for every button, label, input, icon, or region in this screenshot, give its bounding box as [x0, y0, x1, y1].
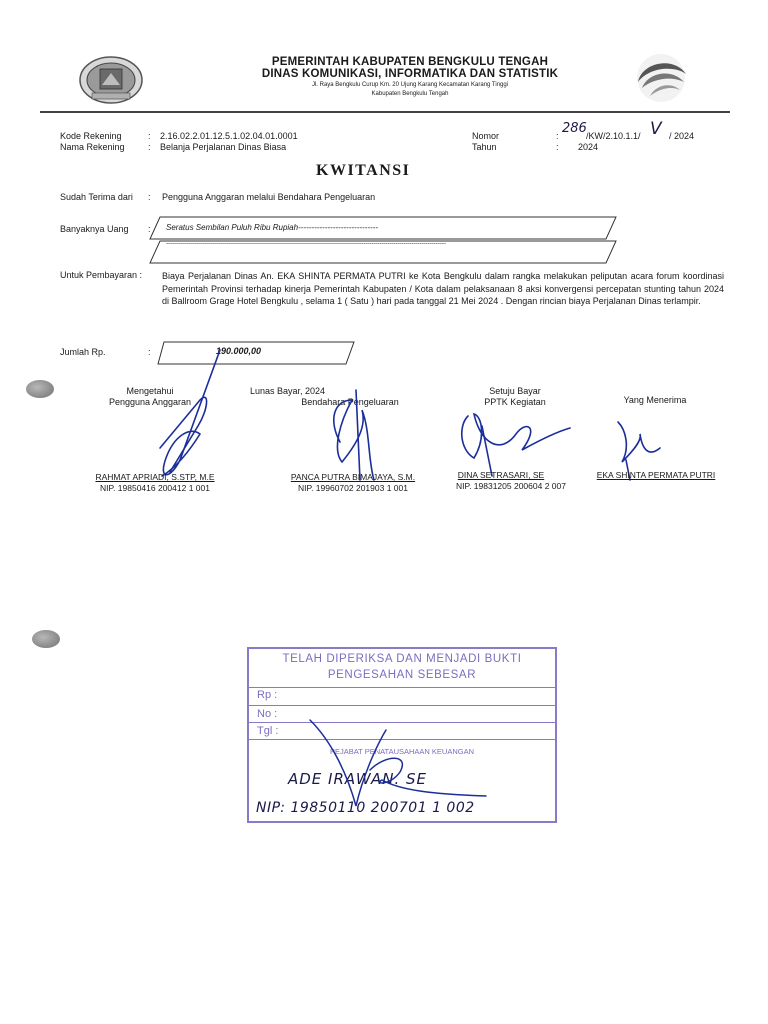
nomor-label: Nomor [472, 131, 500, 141]
stamp-officer-title: PEJABAT PENATAUSAHAAN KEUANGAN [329, 747, 475, 756]
sig3-nip: NIP. 19831205 200604 2 007 [456, 481, 566, 491]
kode-colon: : [148, 131, 151, 141]
stamp-signature [290, 710, 500, 820]
terima-value: Pengguna Anggaran melalui Bendahara Pengeluaran [162, 192, 376, 202]
payment-description: Biaya Perjalanan Dinas An. EKA SHINTA PERMATA PUTRI ke Kota Bengkulu dalam rangka melakukan peliputan acara forum koordinasi Pemerintah Provinsi terhadap kinerja Pemerintah Kabupaten / Kota dalam pelaksanaan 8 aksi konvergensi percepatan stunting tahun 2024 di Ballroom Grage Hotel Bengkulu , selama 1 ( Satu ) hari pada tanggal 21 Mei 2024 . Dengan rincian biaya Perjalanan Dinas terlampir. [162, 271, 724, 306]
nomor-code: /KW/2.10.1.1/ [586, 131, 641, 141]
tahun-value: 2024 [578, 142, 599, 152]
sig2-caption2: Bendahara Pengeluaran [301, 397, 399, 407]
sig4-name: EKA SHINTA PERMATA PUTRI [596, 470, 716, 480]
sig1-name: RAHMAT APRIADI, S.STP, M.E [95, 472, 215, 482]
stamp-rp-label: Rp : [257, 689, 278, 701]
stamp-no-label: No : [257, 708, 278, 720]
document-title: KWITANSI [316, 162, 411, 179]
nama-colon: : [148, 142, 151, 152]
amount-value: 190.000,00 [216, 346, 262, 356]
stamp-handwritten-name: ADE IRAWAN. SE [288, 770, 428, 788]
kominfo-logo [628, 52, 694, 104]
jumlah-colon: : [148, 347, 151, 357]
nama-rekening-label: Nama Rekening [60, 142, 125, 152]
sig1-caption1: Mengetahui [126, 386, 174, 396]
uang-label: Banyaknya Uang [60, 224, 129, 234]
stamp-divider-1 [249, 687, 555, 688]
kode-rekening-label: Kode Rekening [60, 131, 122, 141]
header-government: PEMERINTAH KABUPATEN BENGKULU TENGAH [271, 56, 549, 68]
sig2-nip: NIP. 19960702 201903 1 001 [298, 483, 408, 493]
nama-rekening-value: Belanja Perjalanan Dinas Biasa [160, 142, 287, 152]
punch-hole-top [26, 380, 54, 398]
regency-emblem-logo [78, 55, 144, 105]
tahun-label: Tahun [472, 142, 497, 152]
amount-in-words-line2: -------------------------------------------------------------------------------------------------------------------------------------------- [166, 241, 446, 247]
sig1-caption2: Pengguna Anggaran [108, 397, 192, 407]
sig3-name: DINA SETRASARI, SE [457, 470, 545, 480]
nomor-handwritten: 286 [562, 121, 587, 136]
header-divider [40, 111, 730, 113]
header-agency: DINAS KOMUNIKASI, INFORMATIKA DAN STATISTIK [261, 68, 559, 80]
nomor-year: / 2024 [669, 131, 695, 141]
uang-colon: : [148, 224, 151, 234]
nomor-colon: : [556, 131, 559, 141]
kode-rekening-value: 2.16.02.2.01.12.5.1.02.04.01.0001 [160, 131, 298, 141]
jumlah-label: Jumlah Rp. [60, 347, 106, 357]
sig3-caption2: PPTK Kegiatan [484, 397, 546, 407]
sig2-name: PANCA PUTRA BIMAJAYA, S.M. [290, 472, 416, 482]
stamp-handwritten-nip: NIP: 19850110 200701 1 002 [256, 800, 475, 816]
header-city: Kabupaten Bengkulu Tengah [371, 91, 449, 97]
header-address: Jl. Raya Bengkulu Curup Km. 20 Ujung Karang Kecamatan Karang Tinggi [311, 82, 509, 88]
stamp-line1: TELAH DIPERIKSA DAN MENJADI BUKTI [282, 653, 522, 665]
sig3-caption1: Setuju Bayar [489, 386, 541, 396]
punch-hole-bottom [32, 630, 60, 648]
tahun-colon: : [556, 142, 559, 152]
terima-colon: : [148, 192, 151, 202]
stamp-line2: PENGESAHAN SEBESAR [327, 669, 477, 681]
pembayaran-label: Untuk Pembayaran : [60, 270, 143, 280]
nomor-month-mark: V [650, 119, 662, 139]
stamp-divider-2 [249, 705, 555, 706]
amount-in-words: Seratus Sembilan Puluh Ribu Rupiah------------------------------ [166, 223, 378, 232]
stamp-tgl-label: Tgl : [257, 725, 279, 737]
sig2-caption1: Lunas Bayar, 2024 [250, 386, 326, 396]
sig4-caption2: Yang Menerima [623, 395, 687, 405]
terima-label: Sudah Terima dari [60, 192, 133, 202]
sig1-nip: NIP. 19850416 200412 1 001 [100, 483, 210, 493]
